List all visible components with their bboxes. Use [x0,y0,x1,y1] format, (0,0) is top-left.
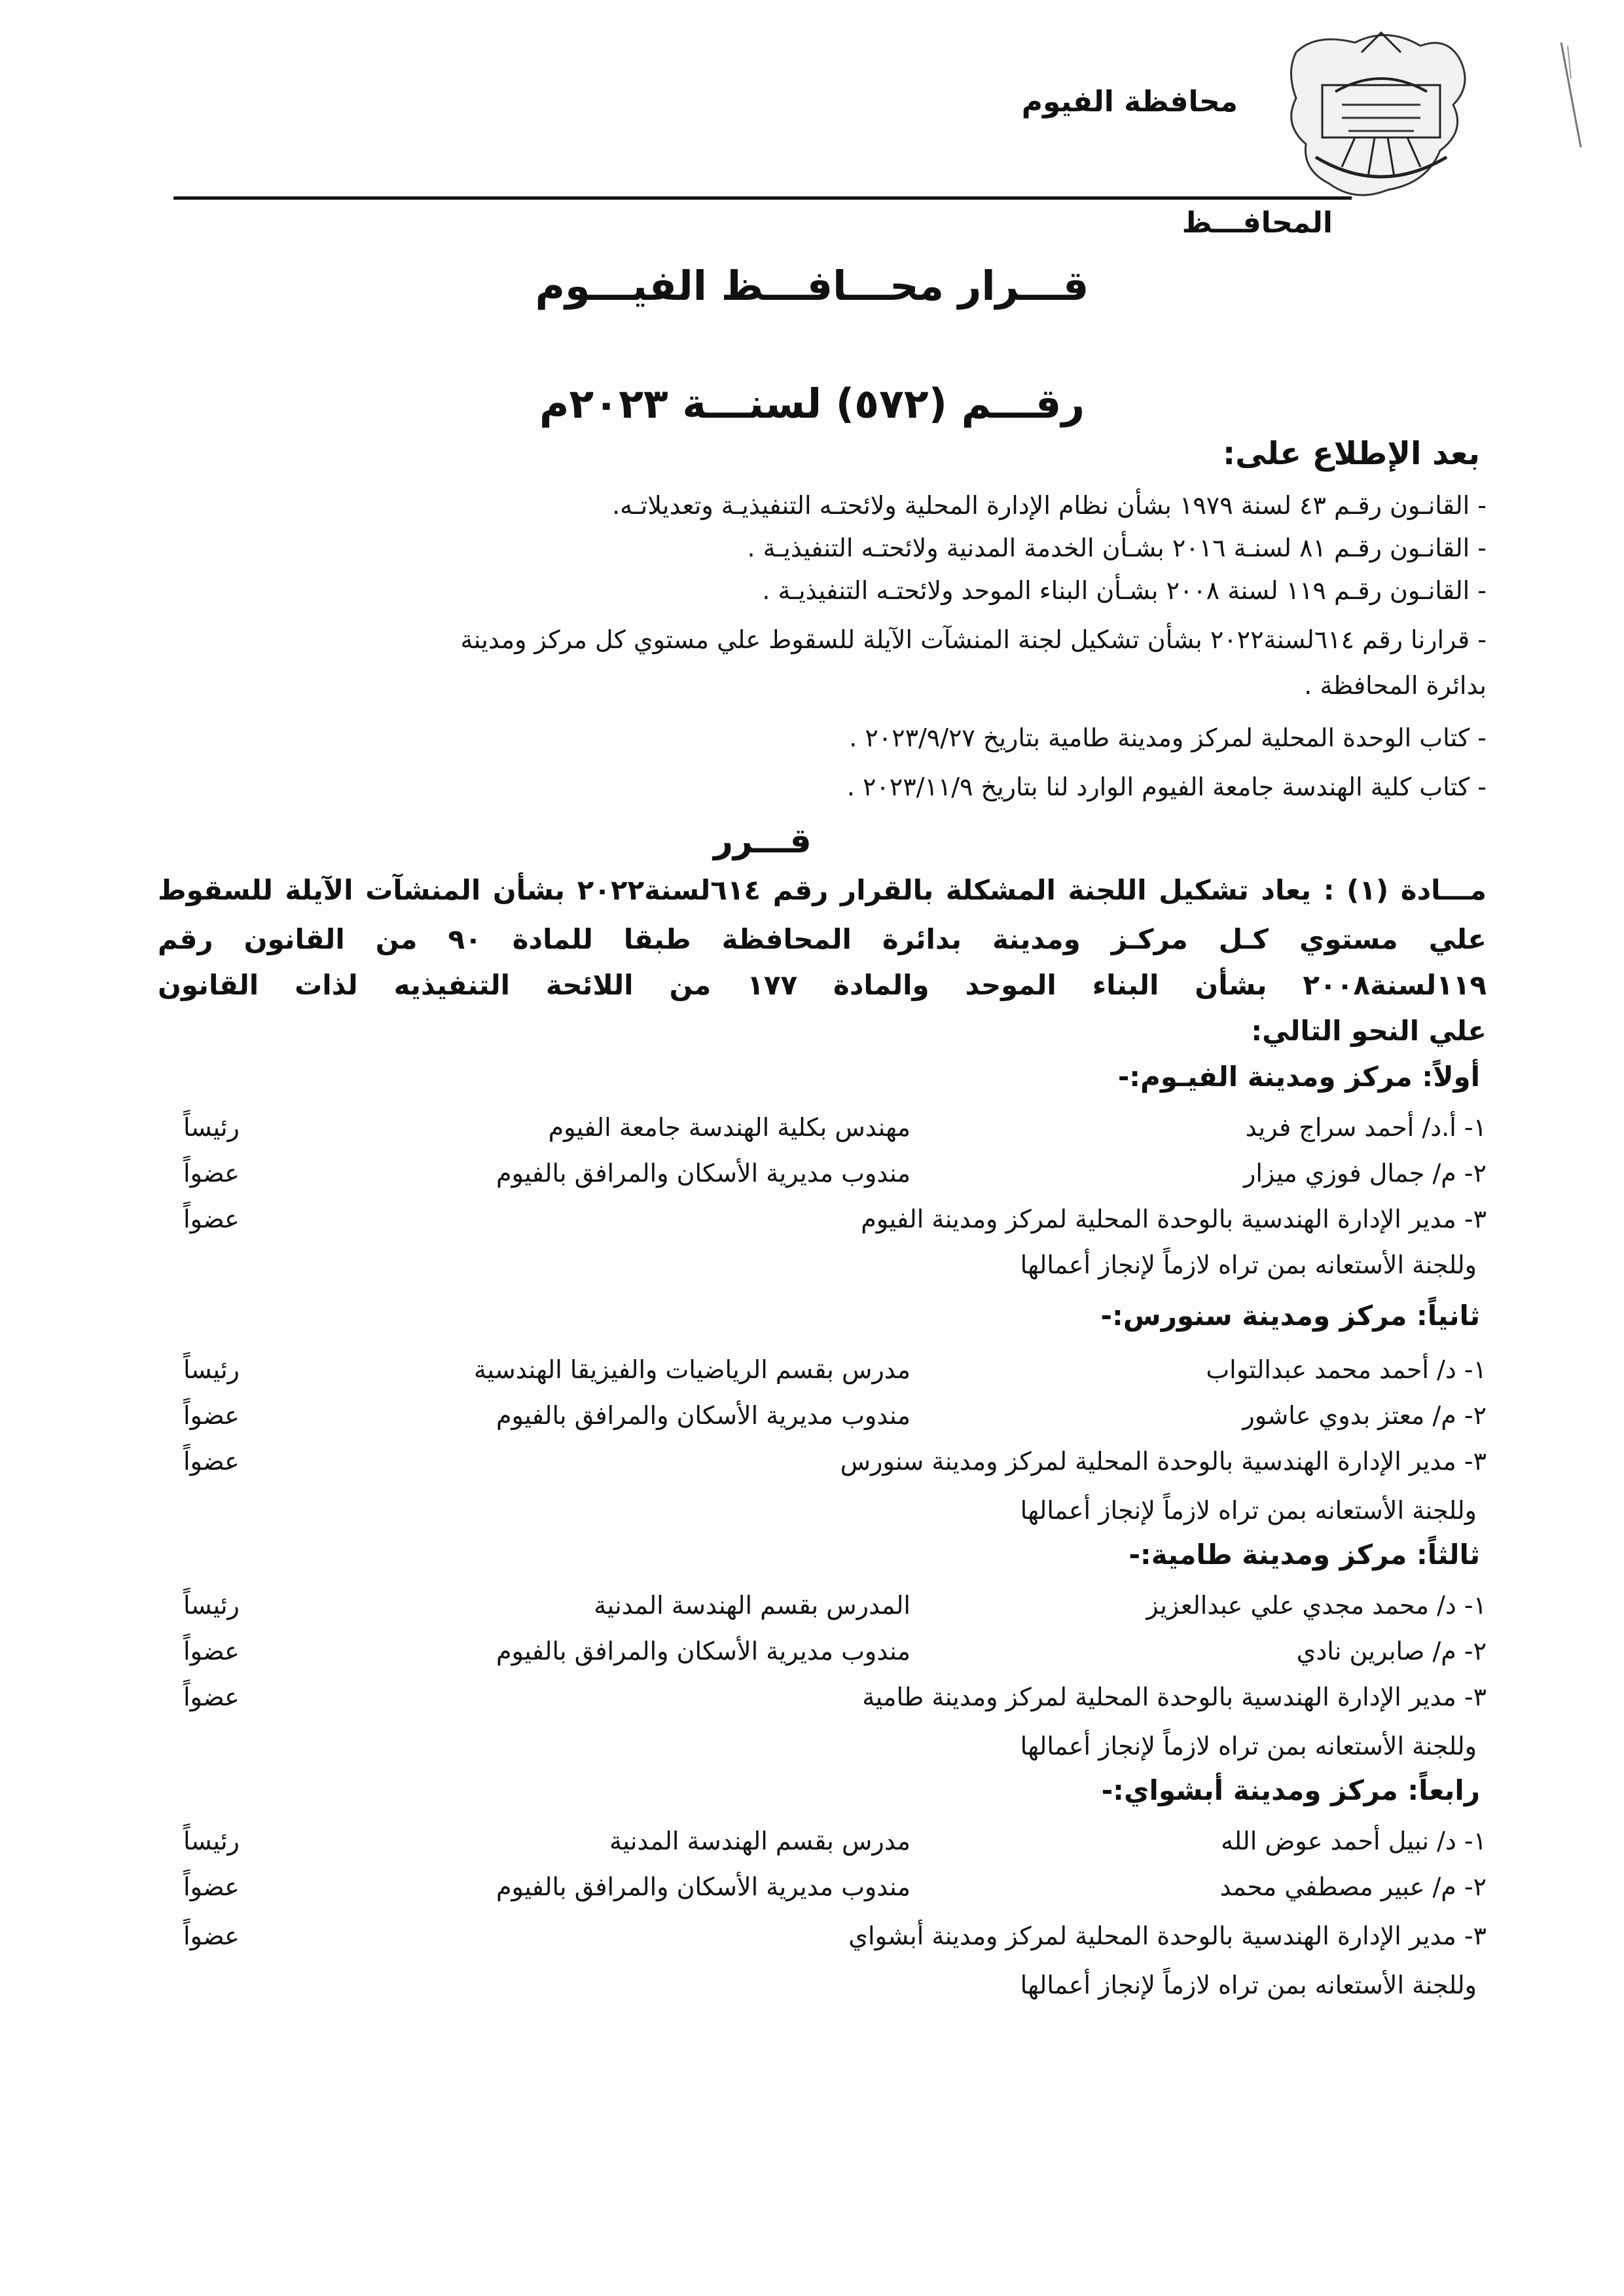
member-role: رئيساً [183,1355,240,1384]
member-title: مدرس بقسم الهندسة المدنية [609,1827,911,1855]
committee-note: وللجنة الأستعانه بمن تراه لازماً لإنجاز أعمالها [1020,1732,1477,1760]
office-title: المحافـــظ [1182,206,1333,240]
member-title: مندوب مديرية الأسكان والمرافق بالفيوم [496,1159,911,1188]
preamble-item-continued: بدائرة المحافظة . [1304,671,1487,700]
committee-note: وللجنة الأستعانه بمن تراه لازماً لإنجاز أعمالها [1020,1496,1477,1525]
committee-heading: ثانياً: مركز ومدينة سنورس:- [1100,1300,1480,1332]
member-role: عضواً [183,1205,240,1233]
member-director: ٣- مدير الإدارة الهندسية بالوحدة المحلية لمركز ومدينة الفيوم [861,1205,1487,1233]
preamble-item: - القانـون رقـم ٤٣ لسنة ١٩٧٩ بشأن نظام الإدارة المحلية ولائحتـه التنفيذيـة وتعديلاتـه. [612,491,1487,520]
member-name: ١- أ.د/ أحمد سراج فريد [1245,1113,1487,1142]
member-name: ٢- م/ جمال فوزي ميزار [1243,1159,1487,1188]
member-role: عضواً [183,1447,240,1476]
preamble-item: - قرارنا رقم ٦١٤لسنة٢٠٢٢ بشأن تشكيل لجنة المنشآت الآيلة للسقوط علي مستوي كل مركز ومدينة [460,625,1487,654]
member-role: عضواً [183,1922,240,1950]
committee-note: وللجنة الأستعانه بمن تراه لازماً لإنجاز أعمالها [1020,1971,1477,1999]
preamble-item: - القانـون رقـم ٨١ لسنـة ٢٠١٦ بشـأن الخدمة المدنية ولائحتـه التنفيذيـة . [747,534,1487,562]
article-line: مـــادة (١) : يعاد تشكيل اللجنة المشكلة بالقرار رقم ٦١٤لسنة٢٠٢٢ بشأن المنشآت الآيلة للسقوط [158,874,1487,906]
decision-number: رقـــم (٥٧٢) لسنـــة ٢٠٢٣م [539,380,1085,428]
preamble-item: - القانـون رقـم ١١٩ لسنة ٢٠٠٨ بشـأن البناء الموحد ولائحتـه التنفيذيـة . [762,576,1487,605]
member-title: مندوب مديرية الأسكان والمرافق بالفيوم [496,1872,911,1901]
member-director: ٣- مدير الإدارة الهندسية بالوحدة المحلية لمركز ومدينة سنورس [840,1447,1487,1476]
member-name: ١- د/ أحمد محمد عبدالتواب [1206,1355,1487,1384]
member-name: ١- د/ نبيل أحمد عوض الله [1221,1827,1487,1855]
margin-mark [1558,39,1584,151]
member-name: ٢- م/ صابرين نادي [1296,1637,1487,1666]
member-director: ٣- مدير الإدارة الهندسية بالوحدة المحلية لمركز ومدينة طامية [862,1683,1487,1711]
member-title: المدرس بقسم الهندسة المدنية [594,1591,911,1620]
member-title: مدرس بقسم الرياضيات والفيزيقا الهندسية [474,1355,911,1384]
member-title: مهندس بكلية الهندسة جامعة الفيوم [548,1113,911,1142]
member-title: مندوب مديرية الأسكان والمرافق بالفيوم [496,1637,911,1666]
committee-heading: رابعاً: مركز ومدينة أبشواي:- [1101,1774,1480,1806]
preamble-heading: بعد الإطلاع على: [1222,435,1480,472]
member-name: ١- د/ محمد مجدي علي عبدالعزيز [1146,1591,1487,1620]
member-role: رئيساً [183,1827,240,1855]
member-name: ٢- م/ عبير مصطفي محمد [1219,1872,1487,1901]
member-role: عضواً [183,1401,240,1430]
article-line: علي النحو التالي: [1251,1015,1487,1047]
article-line: ١١٩لسنة٢٠٠٨ بشأن البناء الموحد والمادة ١٧٧ من اللائحة التنفيذيه لذات القانون [158,969,1487,1001]
article-line: علي مستوي كـل مركـز ومدينة بدائرة المحافظة طبقا للمادة ٩٠ من القانون رقم [158,923,1487,955]
member-title: مندوب مديرية الأسكان والمرافق بالفيوم [496,1401,911,1430]
preamble-item: - كتاب الوحدة المحلية لمركز ومدينة طامية بتاريخ ٢٠٢٣/٩/٢٧ . [849,723,1487,752]
header-rule [173,196,1352,200]
member-name: ٢- م/ معتز بدوي عاشور [1242,1401,1487,1430]
governorate-emblem-icon [1276,26,1486,210]
decision-heading: قـــرر [713,822,812,861]
governorate-name: محافظة الفيوم [1021,85,1238,118]
member-director: ٣- مدير الإدارة الهندسية بالوحدة المحلية لمركز ومدينة أبشواي [848,1922,1487,1950]
document-title: قـــرار محـــافـــظ الفيـــوم [535,262,1089,310]
preamble-item: - كتاب كلية الهندسة جامعة الفيوم الوارد لنا بتاريخ ٢٠٢٣/١١/٩ . [846,773,1487,801]
committee-note: وللجنة الأستعانه بمن تراه لازماً لإنجاز أعمالها [1020,1250,1477,1279]
member-role: عضواً [183,1637,240,1666]
member-role: عضواً [183,1683,240,1711]
member-role: رئيساً [183,1591,240,1620]
member-role: عضواً [183,1159,240,1188]
member-role: رئيساً [183,1113,240,1142]
committee-heading: ثالثاً: مركز ومدينة طامية:- [1128,1539,1480,1571]
member-role: عضواً [183,1872,240,1901]
committee-heading: أولاً: مركز ومدينة الفيـوم:- [1117,1061,1480,1093]
